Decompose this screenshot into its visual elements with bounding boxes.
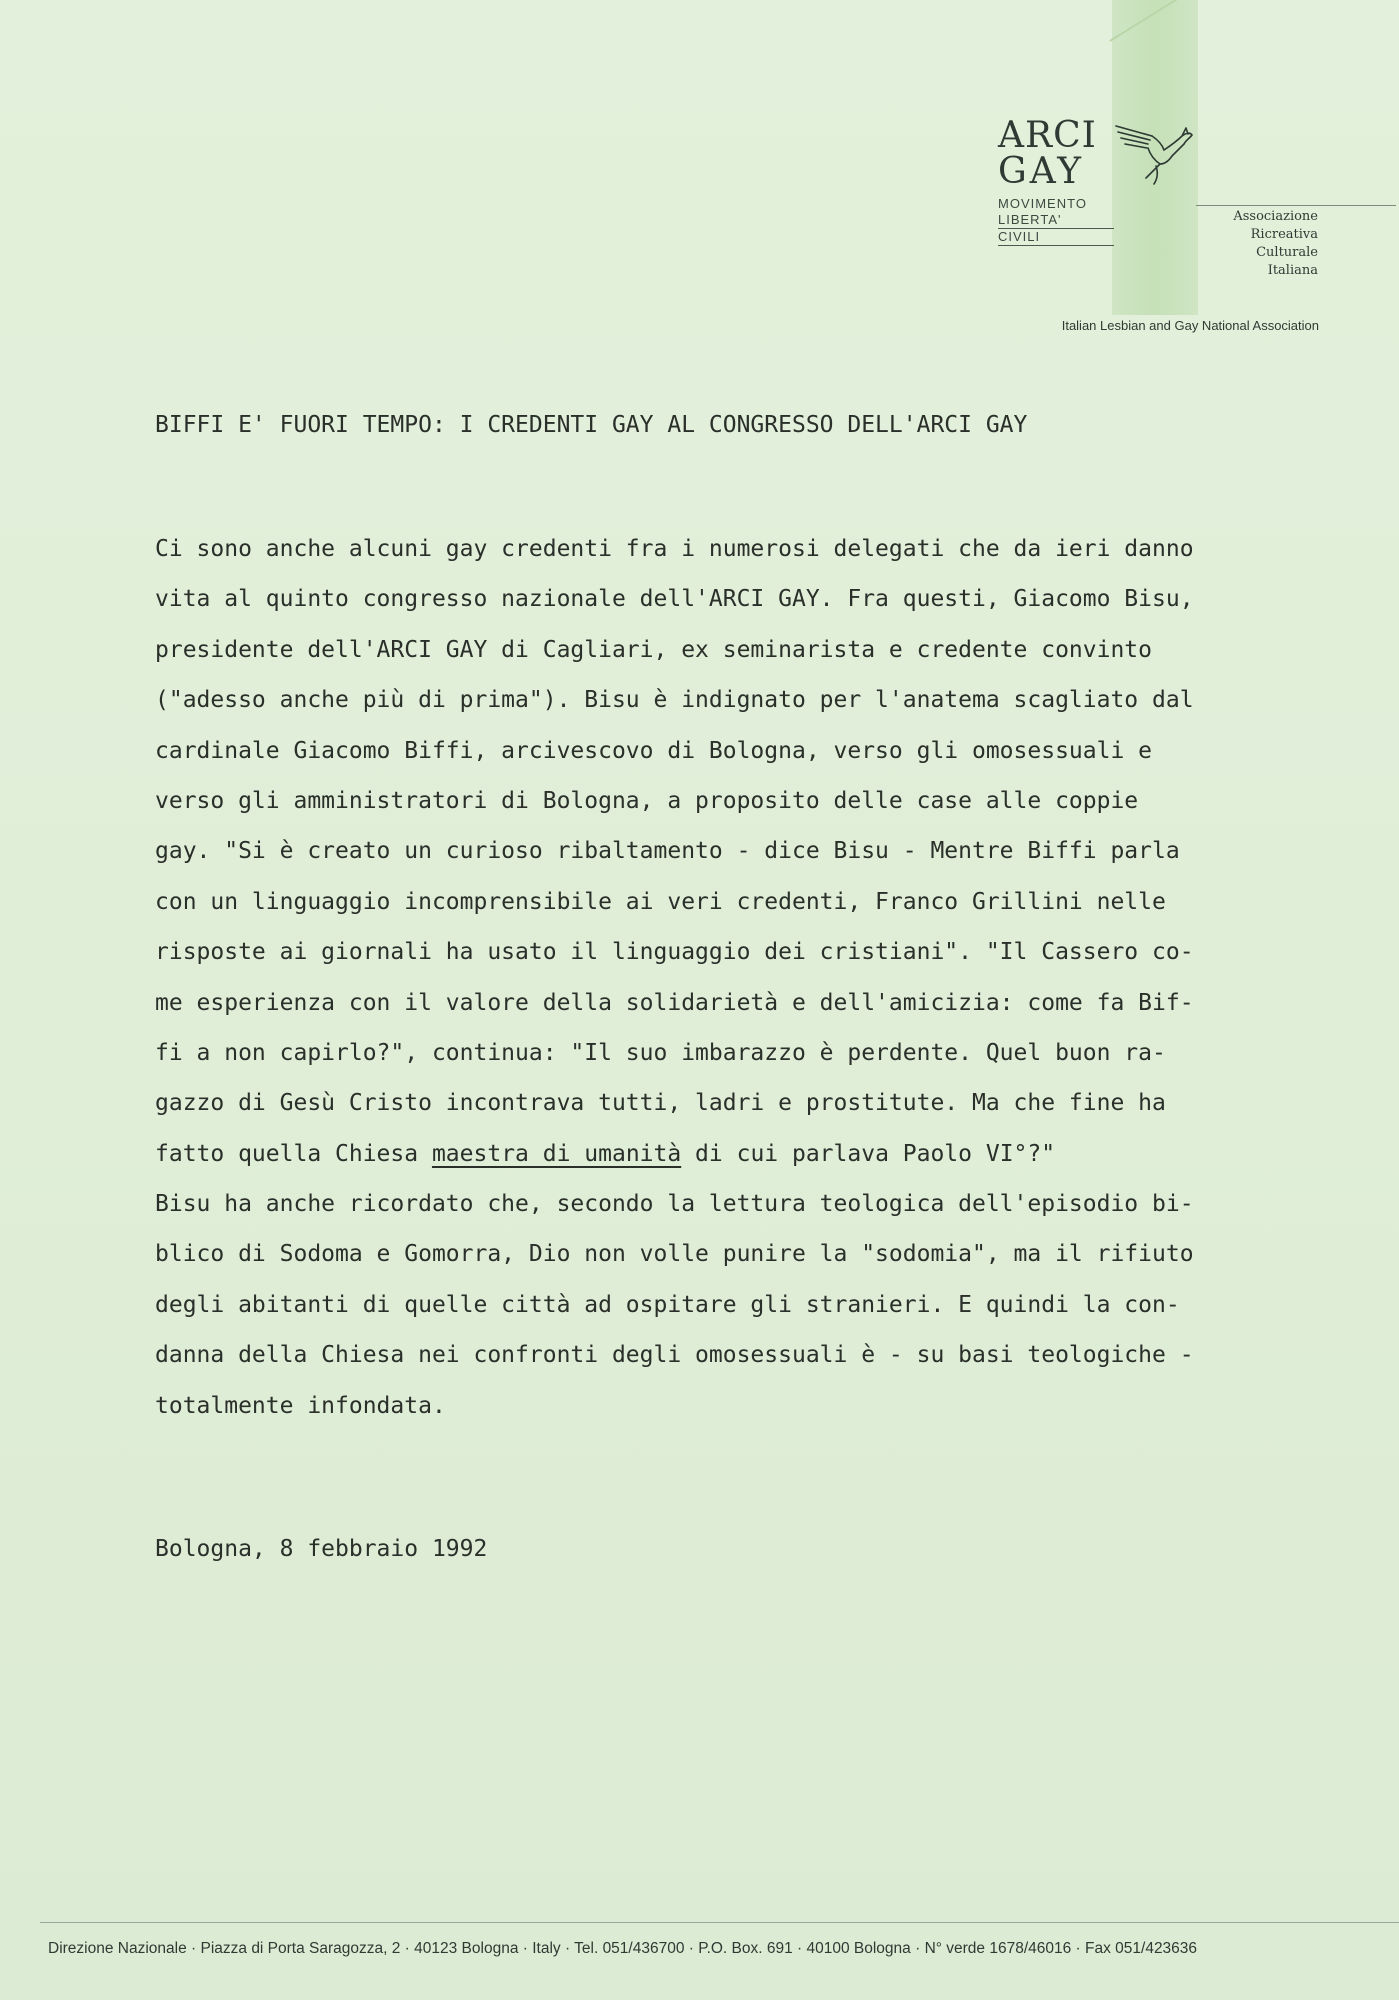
logo-text-gay: GAY [998,151,1085,192]
national-association: Italian Lesbian and Gay National Association [1061,318,1319,333]
pegasus-logo-icon [1112,118,1198,196]
body-text: fatto quella Chiesa [155,1140,432,1167]
underlined-phrase: maestra di umanità [431,1140,682,1167]
body-line: degli abitanti di quelle città ad ospitare gli stranieri. E quindi la con- [155,1291,1180,1318]
association-block [1233,208,1318,280]
document-body [155,524,1255,1431]
body-line: gazzo di Gesù Cristo incontrava tutti, ladri e prostitute. Ma che fine ha [155,1090,1166,1117]
body-line: danna della Chiesa nei confronti degli omosessuali è - su basi teologiche - [155,1342,1194,1369]
document-title: BIFFI E' FUORI TEMPO: I CREDENTI GAY AL CONGRESSO DELL'ARCI GAY [155,412,1028,438]
body-line: risposte ai giornali ha usato il linguaggio dei cristiani". "Il Cassero co- [155,939,1194,966]
body-text: di cui parlava Paolo VI°?" [681,1140,1056,1167]
body-line-underlined [155,1129,1255,1179]
body-line: verso gli amministratori di Bologna, a proposito delle case alle coppie [155,787,1139,814]
body-line: totalmente infondata. [155,1392,446,1419]
movement-line: MOVIMENTO [998,196,1087,211]
association-rule [1196,205,1396,206]
body-line: ("adesso anche più di prima"). Bisu è indignato per l'anatema scagliato dal [155,687,1194,714]
body-line: presidente dell'ARCI GAY di Cagliari, ex seminarista e credente convinto [155,636,1152,663]
footer-rule [40,1922,1399,1923]
body-line: Ci sono anche alcuni gay credenti fra i numerosi delegati che da ieri danno [155,536,1194,562]
association-line: Ricreativa [1250,227,1318,242]
body-line: cardinale Giacomo Biffi, arcivescovo di Bologna, verso gli omosessuali e [155,737,1152,764]
movement-lines [998,196,1114,246]
body-line: blico di Sodoma e Gomorra, Dio non volle punire la "sodomia", ma il rifiuto [155,1241,1194,1268]
movement-line: CIVILI [998,229,1114,246]
dateline: Bologna, 8 febbraio 1992 [155,1536,488,1562]
body-line: me esperienza con il valore della solidarietà e dell'amicizia: come fa Bif- [155,989,1194,1016]
body-line: gay. "Si è creato un curioso ribaltamento - dice Bisu - Mentre Biffi parla [155,838,1180,865]
association-line: Culturale [1256,245,1318,260]
body-line: vita al quinto congresso nazionale dell'ARCI GAY. Fra questi, Giacomo Bisu, [155,586,1194,613]
footer-address: Direzione Nazionale · Piazza di Porta Saragozza, 2 · 40123 Bologna · Italy · Tel. 051/436700 · P.O. Box. 691 · 40100 Bologna · N° verde 1678/46016 · Fax 051/423636 [48,1940,1198,1957]
body-line: con un linguaggio incomprensibile ai veri credenti, Franco Grillini nelle [155,888,1166,915]
body-line: Bisu ha anche ricordato che, secondo la lettura teologica dell'episodio bi- [155,1191,1194,1218]
association-line: Italiana [1267,263,1318,278]
association-line: Associazione [1233,209,1318,224]
movement-line: LIBERTA' [998,212,1114,229]
body-line: fi a non capirlo?", continua: "Il suo imbarazzo è perdente. Quel buon ra- [155,1039,1166,1066]
logo-text-arci: ARCI [998,115,1097,156]
